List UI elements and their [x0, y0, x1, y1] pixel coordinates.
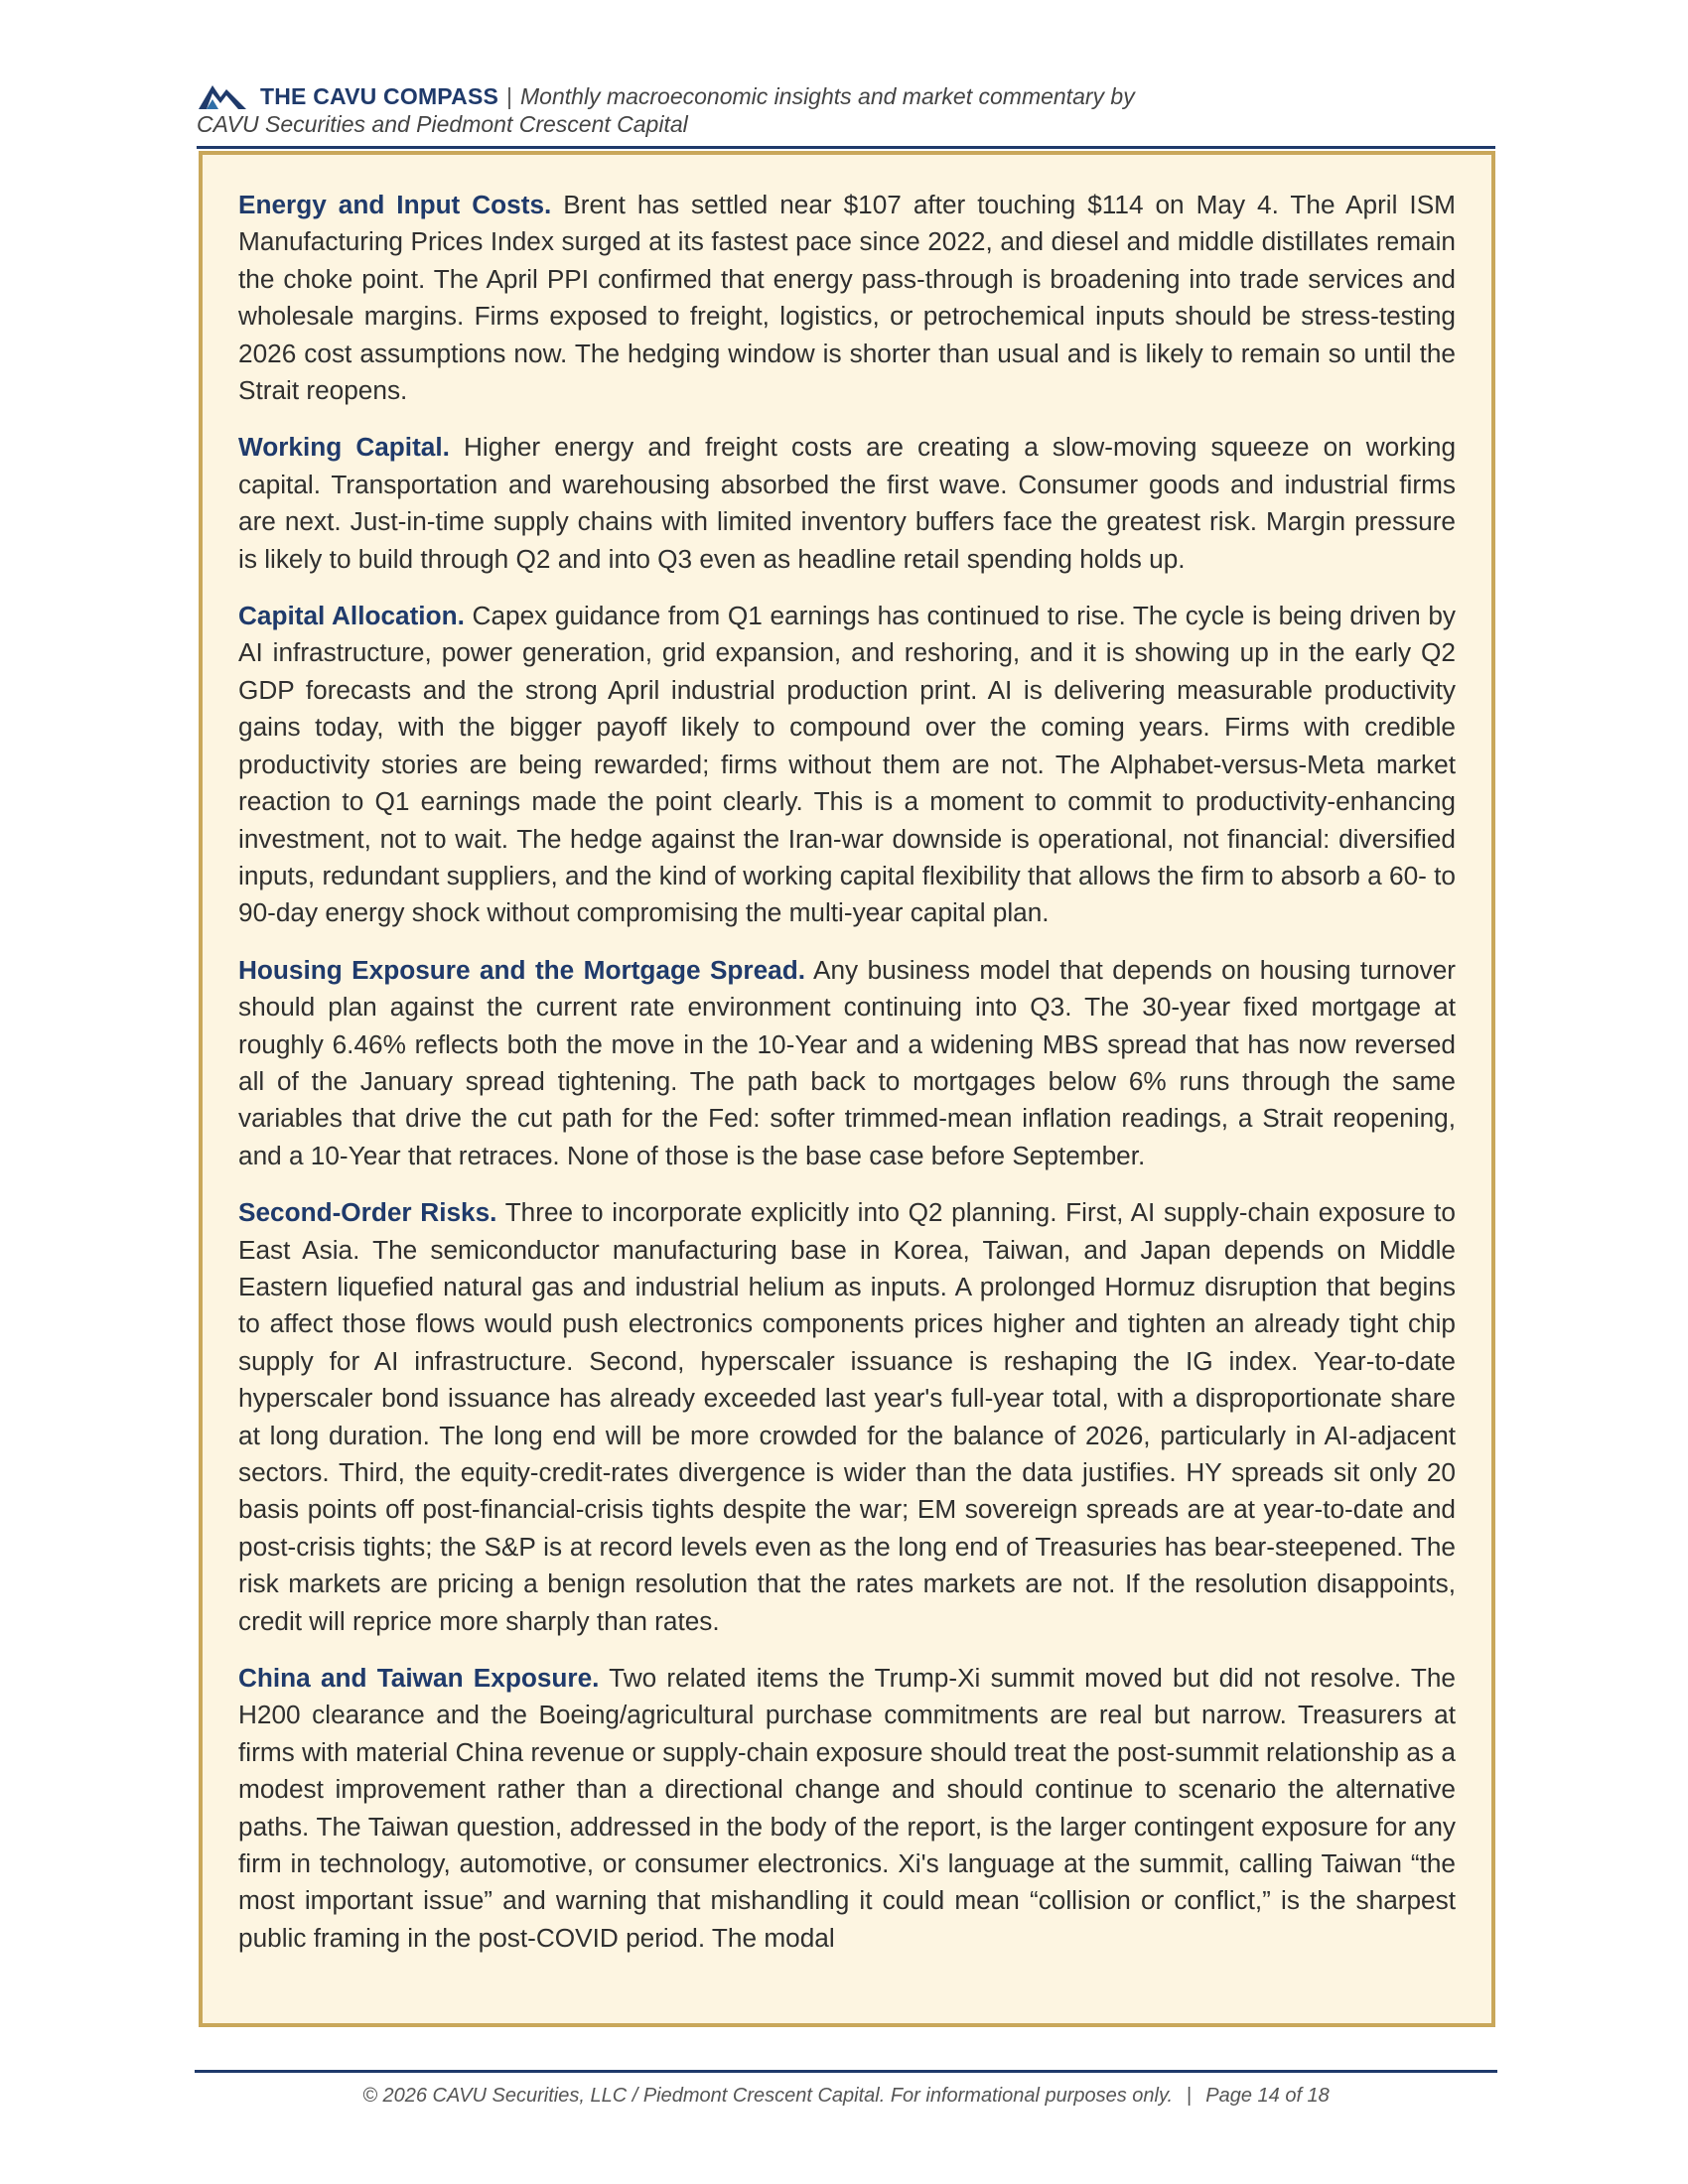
- header-tagline: Monthly macroeconomic insights and market commentary by: [520, 83, 1135, 109]
- brand-title: THE CAVU COMPASS: [260, 83, 499, 109]
- paragraph-heading: Housing Exposure and the Mortgage Spread.: [238, 954, 806, 985]
- header-line-1: [260, 83, 1135, 109]
- paragraph-heading: Capital Allocation.: [238, 601, 465, 631]
- header-separator: |: [506, 83, 513, 109]
- header-line-2: [197, 111, 688, 137]
- footer-copyright: © 2026 CAVU Securities, LLC / Piedmont Crescent Capital. For informational purposes only.: [362, 2085, 1174, 2107]
- page-footer: [195, 2085, 1497, 2108]
- paragraph-heading: Second-Order Risks.: [238, 1197, 497, 1228]
- commentary-box: [199, 151, 1495, 2027]
- paragraph-heading: Energy and Input Costs.: [238, 190, 552, 219]
- header-tagline-continued: CAVU Securities and Piedmont Crescent Capital: [197, 111, 688, 137]
- page-number: Page 14 of 18: [1205, 2085, 1330, 2107]
- paragraph-second-order-risks: [238, 1194, 1456, 1640]
- header-divider: [197, 146, 1495, 149]
- paragraph-body: Any business model that depends on housing turnover should plan against the current rate environment continuing into Q3. The 30-year fixed mortgage at roughly 6.46% reflects both the move in the 10-Year and a widening MBS spread that has now reversed all of the January spread tightening. The path back to mortgages below 6% runs through the same variables that drive the cut path for the Fed: softer trimmed-mean inflation readings, a Strait reopening, and a 10-Year that retraces. None of those is the base case before September.: [238, 954, 1456, 1170]
- paragraph-body: Two related items the Trump-Xi summit moved but did not resolve. The H200 clearance and the Boeing/agricultural purchase commitments are real but narrow. Treasurers at firms with material China revenue or supply-chain exposure should treat the post-summit relationship as a modest improvement rather than a directional change and should continue to scenario the alternative paths. The Taiwan question, addressed in the body of the report, is the larger contingent exposure for any firm in technology, automotive, or consumer electronics. Xi's language at the summit, calling Taiwan “the most important issue” and warning that mishandling it could mean “collision or conflict,” is the sharpest public framing in the post-COVID period. The modal: [238, 1663, 1456, 1953]
- paragraph-body: Brent has settled near $107 after touching $114 on May 4. The April ISM Manufacturing Prices Index surged at its fastest pace since 2022, and diesel and middle distillates remain the choke point. The April PPI confirmed that energy pass-through is broadening into trade services and wholesale margins. Firms exposed to freight, logistics, or petrochemical inputs should be stress-testing 2026 cost assumptions now. The hedging window is shorter than usual and is likely to remain so until the Strait reopens.: [238, 190, 1456, 406]
- paragraph-capital-allocation: [238, 598, 1456, 932]
- paragraph-housing-exposure: [238, 952, 1456, 1174]
- paragraph-china-taiwan-exposure: [238, 1660, 1456, 1957]
- paragraph-body: Three to incorporate explicitly into Q2 planning. First, AI supply-chain exposure to East Asia. The semiconductor manufacturing base in Korea, Taiwan, and Japan depends on Middle Eastern liquefied natural gas and industrial helium as inputs. A prolonged Hormuz disruption that begins to affect those flows would push electronics components prices higher and tighten an already tight chip supply for AI infrastructure. Second, hyperscaler issuance is reshaping the IG index. Year-to-date hyperscaler bond issuance has already exceeded last year's full-year total, with a disproportionate share at long duration. The long end will be more crowded for the balance of 2026, particularly in AI-adjacent sectors. Third, the equity-credit-rates divergence is wider than the data justifies. HY spreads sit only 20 basis points off post-financial-crisis tights despite the war; EM sovereign spreads are at year-to-date and post-crisis tights; the S&P is at record levels even as the long end of Treasuries has bear-steepened. The risk markets are pricing a benign resolution that the rates markets are not. If the resolution disappoints, credit will reprice more sharply than rates.: [238, 1197, 1456, 1636]
- paragraph-body: Higher energy and freight costs are creating a slow-moving squeeze on working capital. Transportation and warehousing absorbed the first wave. Consumer goods and industrial firms are next. Just-in-time supply chains with limited inventory buffers face the greatest risk. Margin pressure is likely to build through Q2 and into Q3 even as headline retail spending holds up.: [238, 432, 1457, 574]
- mountain-logo-icon: [197, 79, 248, 111]
- paragraph-heading: Working Capital.: [238, 432, 450, 463]
- paragraph-energy-input-costs: [238, 187, 1456, 409]
- commentary-content: [238, 187, 1456, 1977]
- paragraph-working-capital: [238, 429, 1456, 578]
- footer-separator: |: [1187, 2085, 1193, 2107]
- footer-divider: [195, 2070, 1497, 2073]
- paragraph-body: Capex guidance from Q1 earnings has continued to rise. The cycle is being driven by AI infrastructure, power generation, grid expansion, and reshoring, and it is showing up in the early Q2 GDP forecasts and the strong April industrial production print. AI is delivering measurable productivity gains today, with the bigger payoff likely to compound over the coming years. Firms with credible productivity stories are being rewarded; firms without them are not. The Alphabet-versus-Meta market reaction to Q1 earnings made the point clearly. This is a moment to commit to productivity-enhancing investment, not to wait. The hedge against the Iran-war downside is operational, not financial: diversified inputs, redundant suppliers, and the kind of working capital flexibility that allows the firm to absorb a 60- to 90-day energy shock without compromising the multi-year capital plan.: [238, 601, 1456, 928]
- paragraph-heading: China and Taiwan Exposure.: [238, 1663, 600, 1694]
